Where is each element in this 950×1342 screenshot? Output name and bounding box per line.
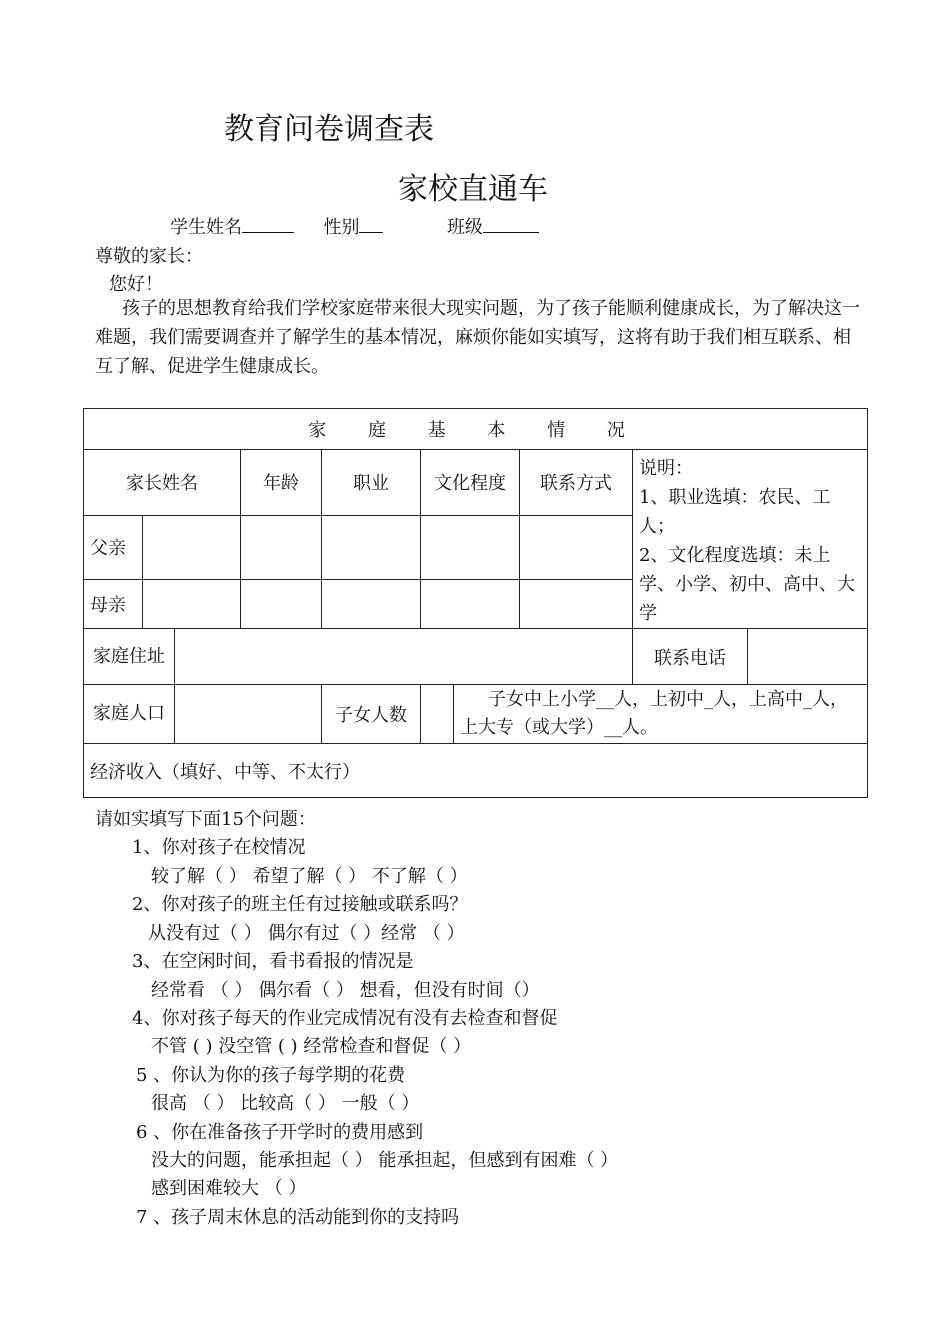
col-education: 文化程度 bbox=[421, 450, 520, 516]
salutation: 尊敬的家长： bbox=[95, 246, 203, 267]
questions-intro: 请如实填写下面15个问题： bbox=[95, 809, 316, 830]
gender-blank[interactable] bbox=[359, 216, 383, 233]
student-info-line bbox=[170, 213, 539, 239]
note-education: 2、文化程度选填：未上学、小学、初中、高中、大学 bbox=[639, 545, 855, 624]
question-5: 5 、你认为你的孩子每学期的花费 bbox=[136, 1065, 406, 1086]
address-label: 家庭住址 bbox=[84, 629, 175, 685]
mother-age-cell[interactable] bbox=[241, 579, 322, 628]
student-name-label: 学生姓名 bbox=[170, 217, 242, 238]
question-3-options: 经常看 （ ） 偶尔看（ ） 想看，但没有时间（） bbox=[151, 980, 540, 1001]
col-contact: 联系方式 bbox=[520, 450, 633, 516]
mother-occupation-cell[interactable] bbox=[322, 579, 421, 628]
mother-education-cell[interactable] bbox=[421, 579, 520, 628]
question-2-options: 从没有过（ ） 偶尔有过（ ）经常 （ ） bbox=[148, 923, 465, 944]
question-4-options: 不管 ( ) 没空管 ( ) 经常检查和督促（ ） bbox=[151, 1036, 472, 1057]
question-6-options-2: 感到困难较大 （ ） bbox=[151, 1178, 307, 1199]
address-cell[interactable] bbox=[175, 629, 633, 685]
letter-body: 孩子的思想教育给我们学校家庭带来很大现实问题，为了孩子能顺利健康成长，为了解决这一难题，我们需要调查并了解学生的基本情况，麻烦你能如实填写，这将有助于我们相互联系、相互了解、促进学生健康成长。 bbox=[95, 298, 860, 377]
children-cell[interactable] bbox=[421, 685, 454, 744]
question-7: 7 、孩子周末休息的活动能到你的支持吗 bbox=[136, 1207, 460, 1228]
question-5-options: 很高 （ ） 比较高（ ） 一般（ ） bbox=[151, 1093, 420, 1114]
note-occupation: 1、职业选填：农民、工人； bbox=[639, 487, 831, 537]
table-heading: 家 庭 基 本 情 况 bbox=[84, 409, 868, 450]
children-detail: 子女中上小学__人，上初中_人，上高中_人，上大专（或大学）__人。 bbox=[454, 685, 868, 744]
row-father-label: 父亲 bbox=[84, 515, 143, 579]
father-contact-cell[interactable] bbox=[520, 515, 633, 579]
student-name-blank[interactable] bbox=[242, 216, 294, 233]
gender-label: 性别 bbox=[323, 217, 360, 238]
family-info-table bbox=[83, 408, 868, 798]
children-label: 子女人数 bbox=[322, 685, 421, 744]
class-label: 班级 bbox=[446, 217, 483, 238]
father-education-cell[interactable] bbox=[421, 515, 520, 579]
col-occupation: 职业 bbox=[322, 450, 421, 516]
question-6: 6 、你在准备孩子开学时的费用感到 bbox=[136, 1122, 424, 1143]
phone-label: 联系电话 bbox=[633, 629, 748, 685]
question-1-options: 较了解（ ） 希望了解（ ） 不了解（ ） bbox=[151, 866, 468, 887]
income-label: 经济收入（填好、中等、不太行） bbox=[84, 744, 868, 798]
question-1: 1、你对孩子在校情况 bbox=[132, 837, 306, 858]
col-parent-name: 家长姓名 bbox=[84, 450, 241, 516]
population-cell[interactable] bbox=[175, 685, 322, 744]
page-subtitle: 家校直通车 bbox=[398, 172, 548, 207]
greeting: 您好！ bbox=[109, 274, 163, 295]
note-cell bbox=[633, 450, 868, 629]
father-age-cell[interactable] bbox=[241, 515, 322, 579]
col-age: 年龄 bbox=[241, 450, 322, 516]
page-title: 教育问卷调查表 bbox=[224, 112, 434, 147]
question-2: 2、你对孩子的班主任有过接触或联系吗？ bbox=[132, 894, 468, 915]
mother-name-cell[interactable] bbox=[143, 579, 241, 628]
mother-contact-cell[interactable] bbox=[520, 579, 633, 628]
class-blank[interactable] bbox=[483, 216, 539, 233]
note-title: 说明： bbox=[639, 458, 693, 479]
father-name-cell[interactable] bbox=[143, 515, 241, 579]
phone-cell[interactable] bbox=[748, 629, 868, 685]
question-3: 3、在空闲时间，看书看报的情况是 bbox=[132, 951, 414, 972]
question-6-options: 没大的问题，能承担起（ ） 能承担起，但感到有困难（ ） bbox=[151, 1150, 619, 1171]
father-occupation-cell[interactable] bbox=[322, 515, 421, 579]
row-mother-label: 母亲 bbox=[84, 579, 143, 628]
population-label: 家庭人口 bbox=[84, 685, 175, 744]
question-4: 4、你对孩子每天的作业完成情况有没有去检查和督促 bbox=[132, 1008, 558, 1029]
